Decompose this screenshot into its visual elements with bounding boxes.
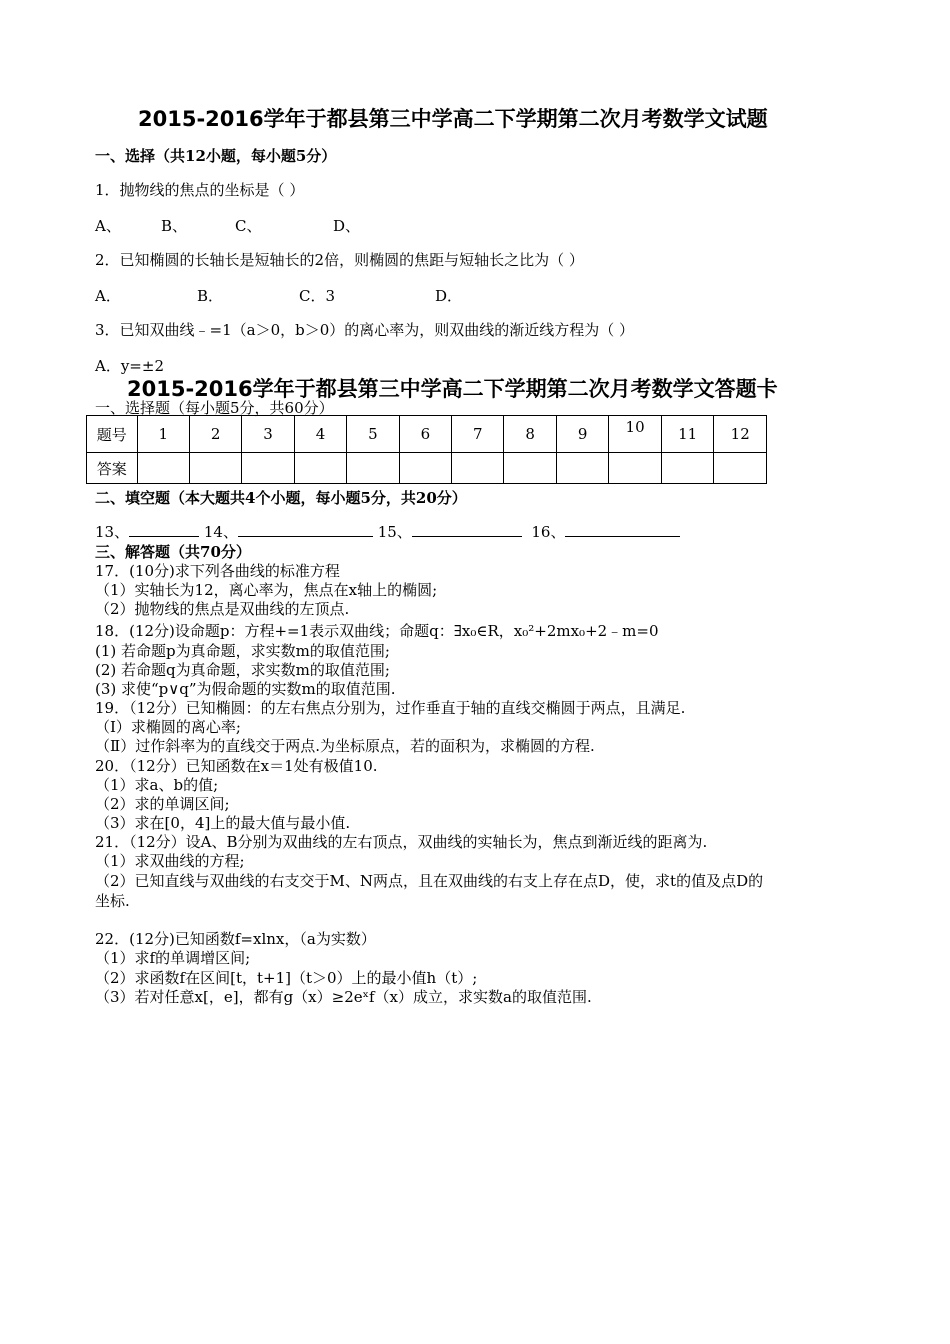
answer-cell[interactable] <box>556 453 608 484</box>
answer-cell[interactable] <box>609 453 662 484</box>
answer-cell[interactable] <box>137 453 189 484</box>
answer-cell[interactable] <box>242 453 294 484</box>
blank-15-label: 15、 <box>377 523 412 541</box>
solve-line: （Ⅰ）求椭圆的离心率; <box>95 718 241 736</box>
solve-line: （1）实轴长为12，离心率为，焦点在x轴上的椭圆; <box>95 581 438 599</box>
solve-line: 20．（12分）已知函数在x＝1处有极值10. <box>95 757 378 775</box>
answer-cell[interactable] <box>504 453 556 484</box>
question-number-cell: 4 <box>294 416 346 453</box>
q2-option-d: D． <box>435 287 463 305</box>
blank-14-line[interactable] <box>238 522 373 537</box>
question-number-cell: 11 <box>661 416 714 453</box>
blank-14-label: 14、 <box>203 523 238 541</box>
card-section-fill: 二、填空题（本大题共4个小题，每小题5分，共20分） <box>95 489 467 507</box>
table-header-label: 题号 <box>87 416 138 453</box>
solve-line: （2）已知直线与双曲线的右支交于M、N两点，且在双曲线的右支上存在点D，使，求t的值及点D的 <box>95 872 764 890</box>
q1-option-a: A、 <box>95 217 121 235</box>
blank-16-label: 16、 <box>531 523 566 541</box>
solve-line: （1）求f的单调增区间; <box>95 949 251 967</box>
blank-16-line[interactable] <box>565 522 680 537</box>
q1-option-d: D、 <box>333 217 361 235</box>
solve-line: （Ⅱ）过作斜率为的直线交于两点.为坐标原点，若的面积为，求椭圆的方程. <box>95 737 595 755</box>
q2-option-a: A． <box>95 287 121 305</box>
answer-cell[interactable] <box>399 453 451 484</box>
q2-option-c: C．3 <box>299 287 336 305</box>
card-section-solve: 三、解答题（共70分） <box>95 543 251 561</box>
question-number-cell: 7 <box>452 416 504 453</box>
solve-line: (1) 若命题p为真命题，求实数m的取值范围; <box>95 642 390 660</box>
answer-table-header-row <box>87 416 767 453</box>
question-1: 1．抛物线的焦点的坐标是（ ） <box>95 181 305 199</box>
solve-line: （2）抛物线的焦点是双曲线的左顶点. <box>95 600 350 618</box>
solve-line: 21．（12分）设A、B分别为双曲线的左右顶点，双曲线的实轴长为，焦点到渐近线的距离为. <box>95 833 708 851</box>
exam-section-heading: 一、选择（共12小题，每小题5分） <box>95 147 337 165</box>
solve-line: （3）求在[0，4]上的最大值与最小值. <box>95 814 351 832</box>
fill-blanks-row <box>95 521 680 542</box>
solve-line: (3) 求使“p∨q”为假命题的实数m的取值范围. <box>95 680 396 698</box>
answer-cell[interactable] <box>661 453 714 484</box>
answer-table <box>86 415 767 484</box>
question-number-cell: 8 <box>504 416 556 453</box>
q3-option-a: A．y=±2 <box>95 357 164 375</box>
answer-cell[interactable] <box>294 453 346 484</box>
solve-line: （2）求函数f在区间[t，t+1]（t＞0）上的最小值h（t）; <box>95 969 478 987</box>
answer-cell[interactable] <box>714 453 767 484</box>
q1-option-c: C、 <box>235 217 262 235</box>
question-number-cell: 6 <box>399 416 451 453</box>
question-3: 3．已知双曲线﹣=1（a＞0，b＞0）的离心率为，则双曲线的渐近线方程为（ ） <box>95 321 635 339</box>
answer-cell[interactable] <box>452 453 504 484</box>
question-number-cell: 1 <box>137 416 189 453</box>
solve-line: 19．（12分）已知椭圆：的左右焦点分别为，过作垂直于轴的直线交椭圆于两点，且满足. <box>95 699 686 717</box>
solve-line: （3）若对任意x[，e]，都有g（x）≥2eˣf（x）成立，求实数a的取值范围. <box>95 988 592 1006</box>
solve-line: 22．(12分)已知函数f=xlnx，（a为实数） <box>95 930 376 948</box>
question-2: 2．已知椭圆的长轴长是短轴长的2倍，则椭圆的焦距与短轴长之比为（ ） <box>95 251 584 269</box>
question-number-cell: 5 <box>347 416 399 453</box>
blank-15-line[interactable] <box>412 522 522 537</box>
solve-line: (2) 若命题q为真命题，求实数m的取值范围; <box>95 661 390 679</box>
answer-table-answer-row <box>87 453 767 484</box>
answer-cell[interactable] <box>189 453 241 484</box>
solve-line: 18．(12分)设命题p：方程+=1表示双曲线；命题q：∃x₀∈R，x₀²+2mx₀+2﹣m=0 <box>95 622 659 640</box>
card-section-choice: 一、选择题（每小题5分，共60分） <box>95 399 334 417</box>
solve-line: （2）求的单调区间; <box>95 795 230 813</box>
exam-title: 2015-2016学年于都县第三中学高二下学期第二次月考数学文试题 <box>138 107 768 131</box>
q1-option-b: B、 <box>161 217 188 235</box>
question-number-cell: 3 <box>242 416 294 453</box>
blank-13-label: 13、 <box>95 523 130 541</box>
solve-line: （1）求双曲线的方程; <box>95 852 245 870</box>
question-number-cell: 12 <box>714 416 767 453</box>
solve-line: （1）求a、b的值; <box>95 776 219 794</box>
question-number-cell: 2 <box>189 416 241 453</box>
solve-line: 17．(10分)求下列各曲线的标准方程 <box>95 562 340 580</box>
solve-line: 坐标. <box>95 892 130 910</box>
q2-option-b: B． <box>197 287 224 305</box>
table-answer-label: 答案 <box>87 453 138 484</box>
card-title: 2015-2016学年于都县第三中学高二下学期第二次月考数学文答题卡 <box>127 377 778 401</box>
question-number-cell: 10 <box>609 416 662 453</box>
blank-13-line[interactable] <box>129 522 199 537</box>
answer-cell[interactable] <box>347 453 399 484</box>
question-number-cell: 9 <box>556 416 608 453</box>
